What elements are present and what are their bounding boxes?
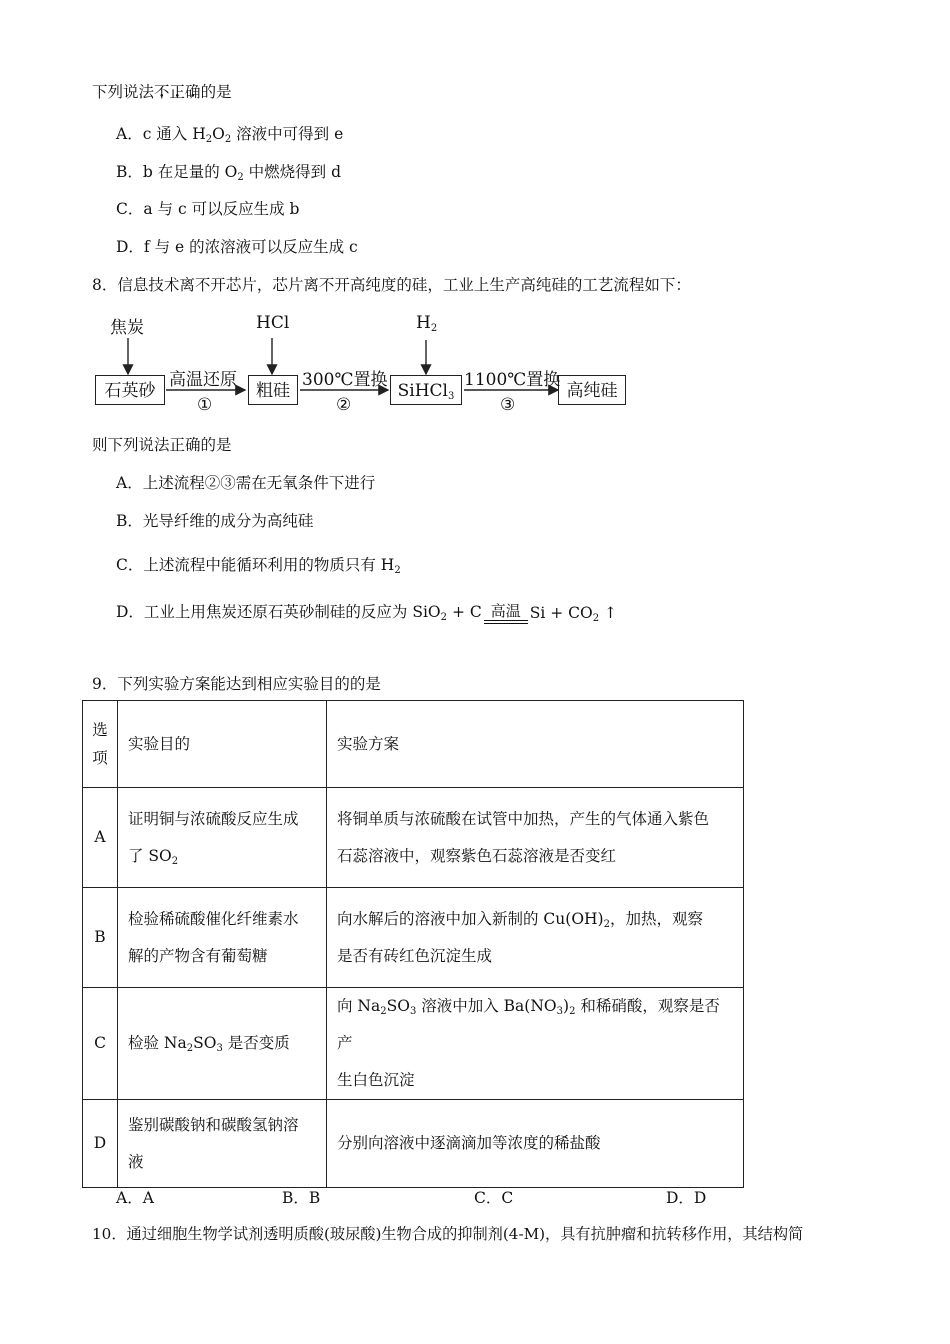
q7-stem-text: 下列说法	[92, 83, 155, 101]
row-option: D	[83, 1100, 118, 1188]
row-plan-text: 和稀硝酸，观察是否产	[337, 997, 720, 1052]
row-goal	[118, 988, 327, 1100]
q7-option-a[interactable]	[116, 122, 343, 144]
flow-box-pure-silicon: 高纯硅	[558, 375, 626, 405]
flow-input-h2-text: H	[416, 313, 431, 333]
subscript: 3	[556, 1006, 563, 1017]
header-goal: 实验目的	[118, 701, 327, 788]
q7-emphasis-char: 正	[169, 83, 186, 101]
subscript: 2	[237, 172, 244, 183]
q8-option-a[interactable]: A．上述流程②③需在无氧条件下进行	[116, 474, 376, 492]
q9-stem: 9．下列实验方案能达到相应实验目的的是	[92, 675, 381, 693]
subscript: 2	[205, 134, 213, 145]
row-goal	[118, 1100, 327, 1188]
flow-step3-label: 1100℃置换	[464, 370, 561, 390]
row-goal-text: 液	[128, 1152, 144, 1171]
q8-option-c-text: C．上述流程中能循环利用的物质只有 H	[116, 556, 395, 574]
header-option-text: 选	[92, 721, 108, 739]
row-option: C	[83, 988, 118, 1100]
row-goal-text: 鉴别碳酸钠和碳酸氢钠溶	[128, 1115, 299, 1134]
row-goal-text: 解的产物含有葡萄糖	[128, 946, 268, 965]
q7-option-b-text: B．b 在足量的 O	[116, 163, 238, 181]
q7-option-b[interactable]	[116, 160, 341, 182]
row-plan-text: 将铜单质与浓硫酸在试管中加热，产生的气体通入紫色	[337, 809, 710, 828]
q8-option-d[interactable]	[116, 600, 617, 624]
q7-option-a-text: 溶液中可得到 e	[231, 125, 344, 143]
double-line	[484, 620, 528, 624]
row-goal-text: 检验 Na	[128, 1034, 187, 1052]
q8-option-d-text: + C	[447, 603, 482, 621]
table-row	[83, 988, 744, 1100]
row-goal-text: 检验稀硫酸催化纤维素水	[128, 909, 299, 928]
subscript: 2	[592, 613, 600, 624]
q8-stem: 8．信息技术离不开芯片，芯片离不开高纯度的硅，工业上生产高纯硅的工艺流程如下：	[92, 276, 691, 294]
reaction-equals-sign	[482, 603, 530, 624]
subscript: 2	[186, 1043, 194, 1054]
subscript: 2	[380, 1006, 387, 1017]
q9-choice-a[interactable]: A．A	[116, 1189, 154, 1207]
header-option-text: 项	[92, 749, 108, 767]
q8-option-c[interactable]	[116, 553, 401, 575]
subscript: 2	[569, 1006, 576, 1017]
row-goal-text: 证明铜与浓硫酸反应生成	[128, 809, 299, 828]
row-plan-text: 是否有砖红色沉淀生成	[337, 946, 493, 965]
q9-choice-c[interactable]: C．C	[474, 1189, 514, 1207]
q9-choice-d[interactable]: D．D	[666, 1189, 707, 1207]
subscript: 3	[447, 391, 455, 402]
flow-box-sihcl3	[390, 375, 462, 405]
flow-input-h2	[416, 313, 437, 333]
table-header-row	[83, 701, 744, 788]
row-goal	[118, 788, 327, 888]
q7-emphasis-char: 确	[185, 83, 201, 101]
subscript: 2	[603, 918, 610, 930]
row-plan-text: 溶液中加入 Ba(NO	[416, 997, 557, 1015]
row-plan-text: 石蕊溶液中，观察紫色石蕊溶液是否变红	[337, 846, 617, 865]
q7-option-c[interactable]: C．a 与 c 可以反应生成 b	[116, 200, 300, 218]
flow-input-hcl: HCl	[256, 313, 290, 333]
q8-option-d-text: D．工业上用焦炭还原石英砂制硅的反应为 SiO	[116, 603, 441, 621]
flow-input-coke: 焦炭	[110, 318, 144, 338]
row-plan-text: ，加热，观察	[609, 909, 703, 928]
header-option	[83, 701, 118, 788]
flow-step1-label: 高温还原	[169, 370, 237, 390]
table-row	[83, 1100, 744, 1188]
row-plan	[327, 888, 744, 988]
subscript: 2	[171, 855, 179, 867]
row-plan-text: SO	[386, 997, 410, 1015]
q8-option-d-text: Si + CO	[529, 604, 593, 622]
row-option: B	[83, 888, 118, 988]
flow-step2-number: ②	[336, 395, 352, 415]
subscript: 2	[224, 134, 232, 145]
flow-step1-number: ①	[197, 395, 213, 415]
row-plan	[327, 788, 744, 888]
reaction-condition: 高温	[490, 602, 521, 620]
row-plan-text: )	[563, 997, 570, 1015]
row-plan-text: 向水解后的溶液中加入新制的 Cu(OH)	[337, 909, 604, 928]
row-plan-text: 生白色沉淀	[337, 1071, 415, 1089]
flow-box-quartz-sand: 石英砂	[95, 375, 165, 405]
row-plan-text: 向 Na	[337, 997, 381, 1015]
row-option: A	[83, 788, 118, 888]
q9-choice-b[interactable]: B．B	[282, 1189, 321, 1207]
gas-arrow: ↑	[599, 604, 617, 622]
subscript: 3	[409, 1006, 417, 1017]
flow-step2-label: 300℃置换	[302, 370, 388, 390]
q9-table	[82, 700, 744, 1188]
flow-step3-number: ③	[500, 395, 516, 415]
q7-option-d[interactable]: D．f 与 e 的浓溶液可以反应生成 c	[116, 238, 358, 256]
q7-option-b-text: 中燃烧得到 d	[243, 163, 342, 181]
table-row	[83, 888, 744, 988]
subscript: 3	[216, 1043, 223, 1054]
q7-option-a-text: O	[212, 125, 225, 143]
q7-option-a-text: A．c 通入 H	[116, 125, 206, 143]
subscript: 2	[440, 612, 448, 623]
header-plan: 实验方案	[327, 701, 744, 788]
row-goal-text: 是否变质	[222, 1034, 290, 1052]
row-goal-text: SO	[193, 1034, 217, 1052]
row-plan: 分别向溶液中逐滴滴加等浓度的稀盐酸	[327, 1100, 744, 1188]
row-plan	[327, 988, 744, 1100]
flow-box-sihcl3-text: SiHCl	[397, 381, 448, 401]
flow-box-crude-silicon: 粗硅	[248, 375, 298, 405]
table-row	[83, 788, 744, 888]
row-goal-text: 了 SO	[128, 846, 172, 865]
subscript: 2	[430, 323, 438, 334]
row-goal	[118, 888, 327, 988]
subscript: 2	[394, 565, 401, 576]
q8-option-b[interactable]: B．光导纤维的成分为高纯硅	[116, 512, 314, 530]
q7-stem-text: 的是	[200, 83, 232, 101]
q10-stem: 10．通过细胞生物学试剂透明质酸(玻尿酸)生物合成的抑制剂(4-M)，具有抗肿瘤和抗转移作用，其结构简	[92, 1225, 804, 1243]
q7-stem	[92, 80, 232, 102]
q8-stem2: 则下列说法正确的是	[92, 436, 232, 454]
q7-emphasis-char: 不	[154, 83, 170, 101]
